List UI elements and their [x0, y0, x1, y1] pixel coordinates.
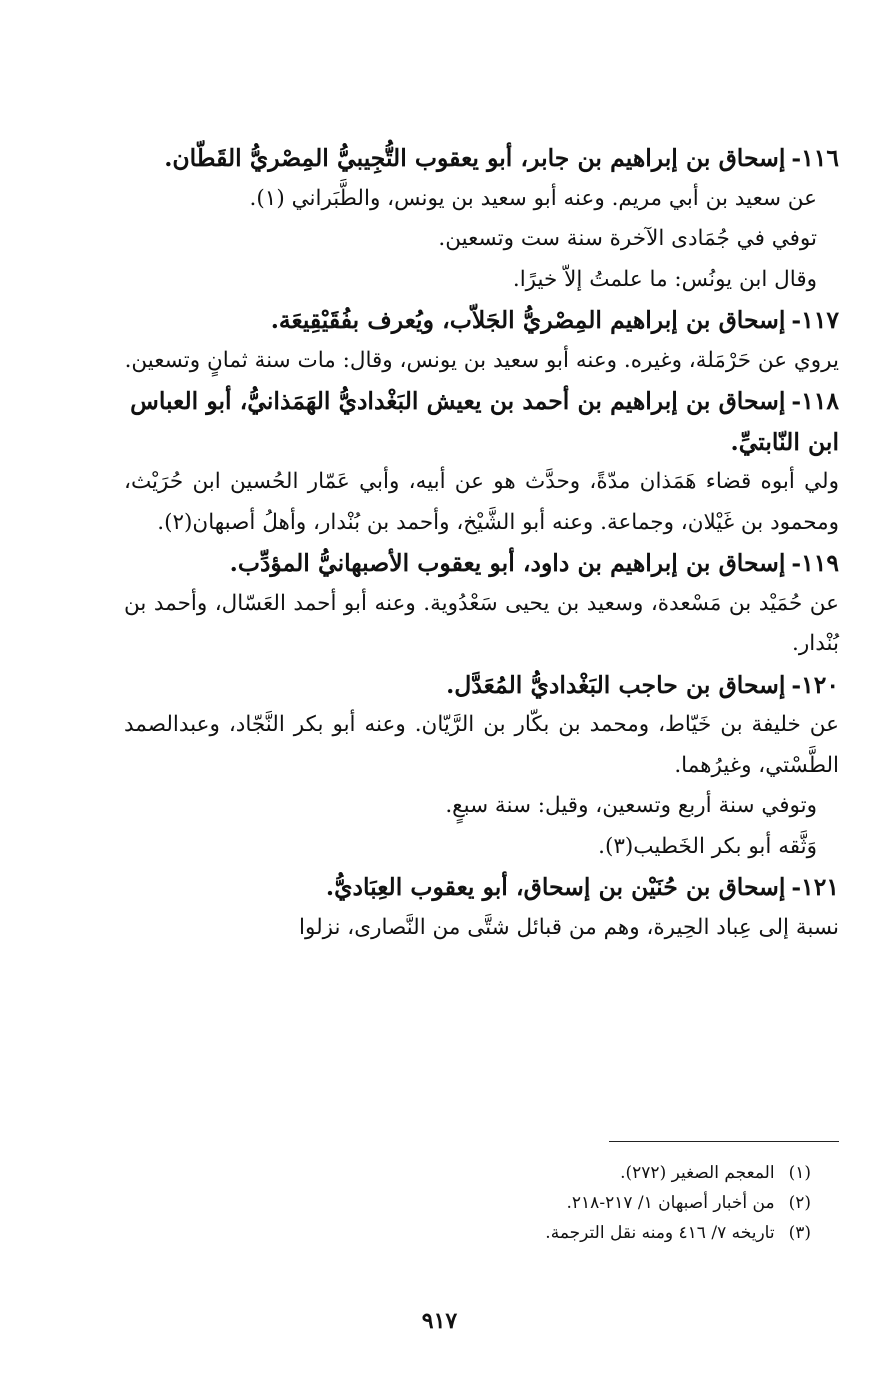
footnote	[124, 1158, 839, 1188]
entry-title	[124, 665, 839, 706]
paragraph: عن خليفة بن خَيّاط، ومحمد بن بكّار بن الرَّيّان. وعنه أبو بكر النَّجّاد، وعبدالصمد الطَّسْتي، وغيرُهما.	[124, 712, 839, 778]
paragraph: وقال ابن يونُس: ما علمتُ إلاّ خيرًا.	[512, 266, 817, 292]
paragraph: ولي أبوه قضاء هَمَذان مدّةً، وحدَّث هو عن أبيه، وأبي عَمّار الحُسين ابن حُرَيْث، ومحمود بن غَيْلان، وجماعة. وعنه أبو الشَّيْخ، وأحمد بن بُنْدار، وأهلُ أصبهان(٢).	[124, 469, 839, 535]
entry-119	[124, 543, 839, 665]
entry-118	[124, 381, 839, 543]
footnotes	[124, 1158, 839, 1248]
entry-name: إسحاق بن إبراهيم بن جابر، أبو يعقوب التُّجِيبيُّ المِصْريُّ القَطّان.	[164, 144, 786, 172]
entry-title	[124, 300, 839, 341]
footnote-number: (١)	[788, 1163, 811, 1183]
entry-name: إسحاق بن حُنَيْن بن إسحاق، أبو يعقوب العِبَاديُّ.	[325, 873, 786, 901]
entry-number: ١٢٠-	[791, 670, 839, 699]
main-text	[124, 138, 839, 948]
page-number: ٩١٧	[421, 1308, 458, 1334]
entry-120	[124, 665, 839, 868]
footnote-text: من أخبار أصبهان ١/ ٢١٧-٢١٨.	[566, 1193, 775, 1213]
entry-number: ١٢١-	[791, 873, 839, 901]
entry-117	[124, 300, 839, 381]
paragraph: يروي عن حَرْمَلة، وغيره. وعنه أبو سعيد بن يونس، وقال: مات سنة ثمانٍ وتسعين.	[124, 347, 839, 373]
footnote	[124, 1218, 839, 1248]
footnote	[124, 1188, 839, 1218]
footnote-divider	[609, 1141, 839, 1142]
paragraph: توفي في جُمَادى الآخرة سنة ست وتسعين.	[438, 226, 817, 251]
entry-number: ١١٦-	[791, 144, 839, 172]
paragraph: نسبة إلى عِباد الحِيرة، وهم من قبائل شتَّى من النَّصارى، نزلوا	[299, 914, 839, 940]
entry-name: إسحاق بن حاجب البَغْداديُّ المُعَدَّل.	[446, 670, 786, 699]
paragraph: عن سعيد بن أبي مريم. وعنه أبو سعيد بن يونس، والطَّبَراني (١).	[249, 185, 817, 211]
entry-name: إسحاق بن إبراهيم المِصْريُّ الجَلاّب، ويُعرف بفُقَيْقِيعَة.	[270, 306, 786, 334]
footnote-number: (٣)	[788, 1223, 811, 1243]
entry-116	[124, 138, 839, 300]
entry-name: إسحاق بن إبراهيم بن أحمد بن يعيش البَغْداديُّ الهَمَذانيُّ، أبو العباس ابن النّابتيِّ.	[130, 387, 839, 456]
entry-title	[124, 138, 839, 179]
footnote-text: تاريخه ٧/ ٤١٦ ومنه نقل الترجمة.	[545, 1223, 775, 1243]
entry-title	[124, 867, 839, 908]
entry-title	[124, 381, 839, 462]
footnote-text: المعجم الصغير (٢٧٢).	[620, 1163, 775, 1183]
paragraph: عن حُمَيْد بن مَسْعدة، وسعيد بن يحيى سَعْدُوية. وعنه أبو أحمد العَسّال، وأحمد بن بُنْدار.	[124, 590, 839, 656]
paragraph: وتوفي سنة أربع وتسعين، وقيل: سنة سبعٍ.	[445, 793, 817, 818]
footnote-number: (٢)	[788, 1193, 811, 1213]
entry-title	[124, 543, 839, 584]
entry-121	[124, 867, 839, 948]
entry-name: إسحاق بن إبراهيم بن داود، أبو يعقوب الأصبهانيُّ المؤدِّب.	[229, 549, 786, 577]
entry-number: ١١٧-	[791, 306, 839, 334]
paragraph: وَثَّقه أبو بكر الخَطيب(٣).	[598, 833, 817, 859]
entry-number: ١١٨-	[791, 387, 839, 415]
entry-number: ١١٩-	[791, 549, 839, 577]
